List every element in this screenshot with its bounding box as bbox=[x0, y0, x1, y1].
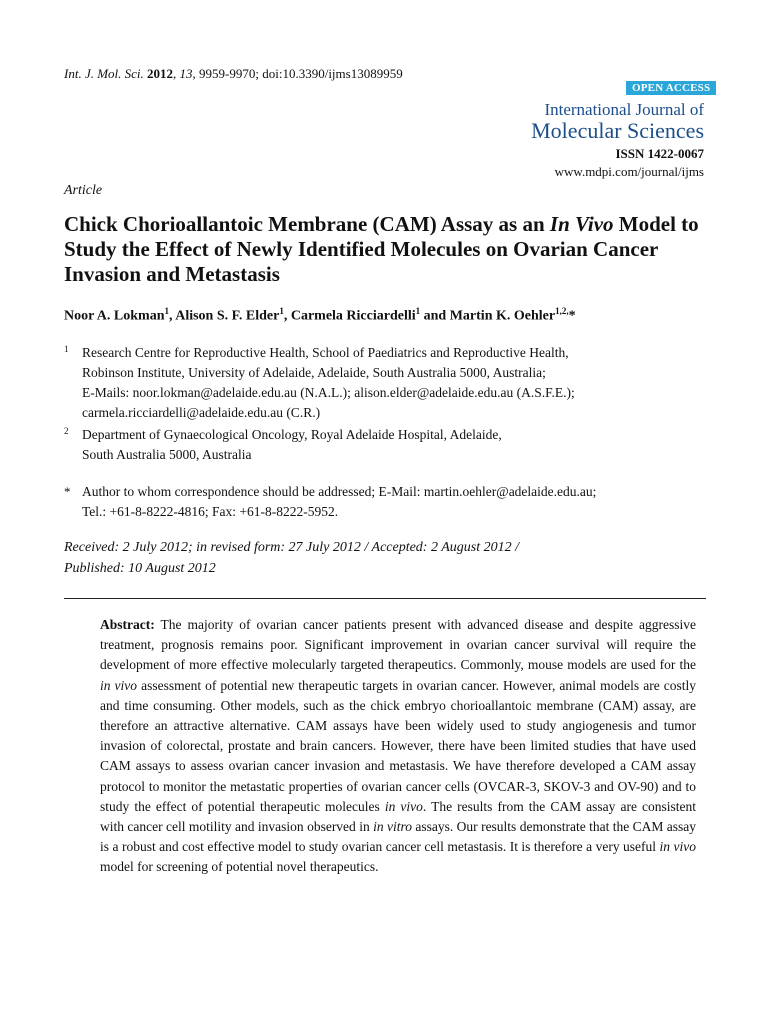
section-divider bbox=[64, 598, 706, 599]
correspondence-line: Author to whom correspondence should be addressed; E-Mail: martin.oehler@adelaide.edu.au; bbox=[82, 484, 597, 499]
title-part2: Model to Study the Effect of Newly Identified Molecules on Ovarian Cancer Invasion and Metastasis bbox=[64, 212, 699, 286]
affiliation-line: South Australia 5000, Australia bbox=[82, 447, 252, 462]
title-italic: In Vivo bbox=[549, 212, 614, 236]
affiliation-1 bbox=[64, 343, 704, 423]
citation-volume: 13 bbox=[179, 66, 193, 81]
abstract-text: assays. Our results demonstrate that the CAM assay is a robust and cost effective model to study ovarian cancer cell metastasis. It is therefore a very useful bbox=[100, 819, 697, 855]
author-affil: 1 bbox=[164, 306, 169, 316]
abstract-label: Abstract: bbox=[100, 617, 155, 632]
correspondence-mark: * bbox=[64, 484, 71, 499]
author-sep: , bbox=[283, 308, 291, 324]
abstract-italic: in vivo bbox=[384, 798, 423, 814]
affiliation-line: Robinson Institute, University of Adelaide, Adelaide, South Australia 5000, Australia; bbox=[82, 365, 546, 380]
abstract-text: The majority of ovarian cancer patients present with advanced disease and despite aggressive treatment, prognosis remains poor. Significant improvement in ovarian cancer survival will require the development of more effective molecularly targeted therapeutics. Commonly, mouse models are used for the bbox=[100, 617, 696, 673]
journal-url[interactable]: www.mdpi.com/journal/ijms bbox=[554, 164, 704, 179]
affiliation-line: E-Mails: noor.lokman@adelaide.edu.au (N.A.L.); alison.elder@adelaide.edu.au (A.S.F.E.); bbox=[82, 385, 575, 400]
author-name: Carmela Ricciardelli bbox=[290, 308, 416, 324]
corresponding-star: * bbox=[568, 308, 576, 324]
affiliation-line: Department of Gynaecological Oncology, Royal Adelaide Hospital, Adelaide, bbox=[82, 427, 502, 442]
abstract-italic: in vivo bbox=[100, 677, 138, 693]
journal-name-line1: International Journal of bbox=[544, 100, 704, 119]
abstract-text: model for screening of potential novel therapeutics. bbox=[100, 859, 379, 875]
author-sep: , bbox=[168, 308, 176, 324]
abstract-text: . The results from the CAM assay are consistent with cancer cell motility and invasion observed in bbox=[100, 798, 697, 835]
author-name: Alison S. F. Elder bbox=[175, 308, 280, 324]
dates-line: Published: 10 August 2012 bbox=[64, 561, 216, 576]
affiliation-2 bbox=[64, 425, 704, 465]
abstract-italic: in vivo bbox=[659, 839, 696, 855]
correspondence-line: Tel.: +61-8-8222-4816; Fax: +61-8-8222-5952. bbox=[82, 504, 339, 519]
citation-line: Int. J. Mol. Sci. 2012, 13, 9959-9970; doi:10.3390/ijms13089959 bbox=[64, 66, 403, 81]
abstract-text: assessment of potential new therapeutic targets in ovarian cancer. However, animal models are costly and time consuming. Other models, such as the chick embryo chorioallantoic membrane (CAM) assay, are therefore an attractive alternative. CAM assays have been widely used to study angiogenesis and tumor invasion of colorectal, prostate and brain cancers. However, there have been limited studies that have used CAM assays to assess ovarian cancer invasion and metastasis. We have therefore developed a CAM assay protocol to monitor the metastatic properties of ovarian cancer cells (OVCAR-3, SKOV-3 and OV-90) and to study the effect of potential therapeutic molecules bbox=[100, 677, 696, 814]
article-type: Article bbox=[64, 183, 103, 198]
author-sep: and bbox=[420, 308, 450, 324]
affiliation-mark: 2 bbox=[64, 426, 69, 436]
paper-title bbox=[64, 212, 704, 287]
author-name: Martin K. Oehler bbox=[449, 308, 556, 324]
issn: ISSN 1422-0067 bbox=[615, 146, 704, 161]
correspondence bbox=[64, 482, 704, 522]
open-access-badge: OPEN ACCESS bbox=[626, 81, 716, 95]
affiliation-line: Research Centre for Reproductive Health, School of Paediatrics and Reproductive Health, bbox=[82, 345, 569, 360]
abstract bbox=[100, 615, 696, 878]
abstract-italic: in vitro bbox=[373, 819, 413, 835]
journal-abbrev: Int. J. Mol. Sci. bbox=[64, 66, 144, 81]
author-name: Noor A. Lokman bbox=[64, 308, 165, 324]
citation-year: 2012 bbox=[147, 66, 174, 81]
affiliation-mark: 1 bbox=[64, 344, 69, 354]
dates-line: Received: 2 July 2012; in revised form: 27 July 2012 / Accepted: 2 August 2012 / bbox=[64, 540, 519, 555]
citation-rest: , 9959-9970; doi:10.3390/ijms13089959 bbox=[192, 66, 403, 81]
publication-dates bbox=[64, 537, 519, 579]
author-affil: 1,2, bbox=[555, 306, 569, 316]
author-affil: 1 bbox=[415, 306, 421, 316]
author-affil: 1 bbox=[279, 306, 284, 316]
title-part1: Chick Chorioallantoic Membrane (CAM) Assay as an bbox=[64, 212, 550, 236]
affiliation-line: carmela.ricciardelli@adelaide.edu.au (C.R.) bbox=[82, 405, 321, 420]
journal-name-line2: Molecular Sciences bbox=[531, 118, 704, 143]
author-list bbox=[64, 306, 576, 325]
